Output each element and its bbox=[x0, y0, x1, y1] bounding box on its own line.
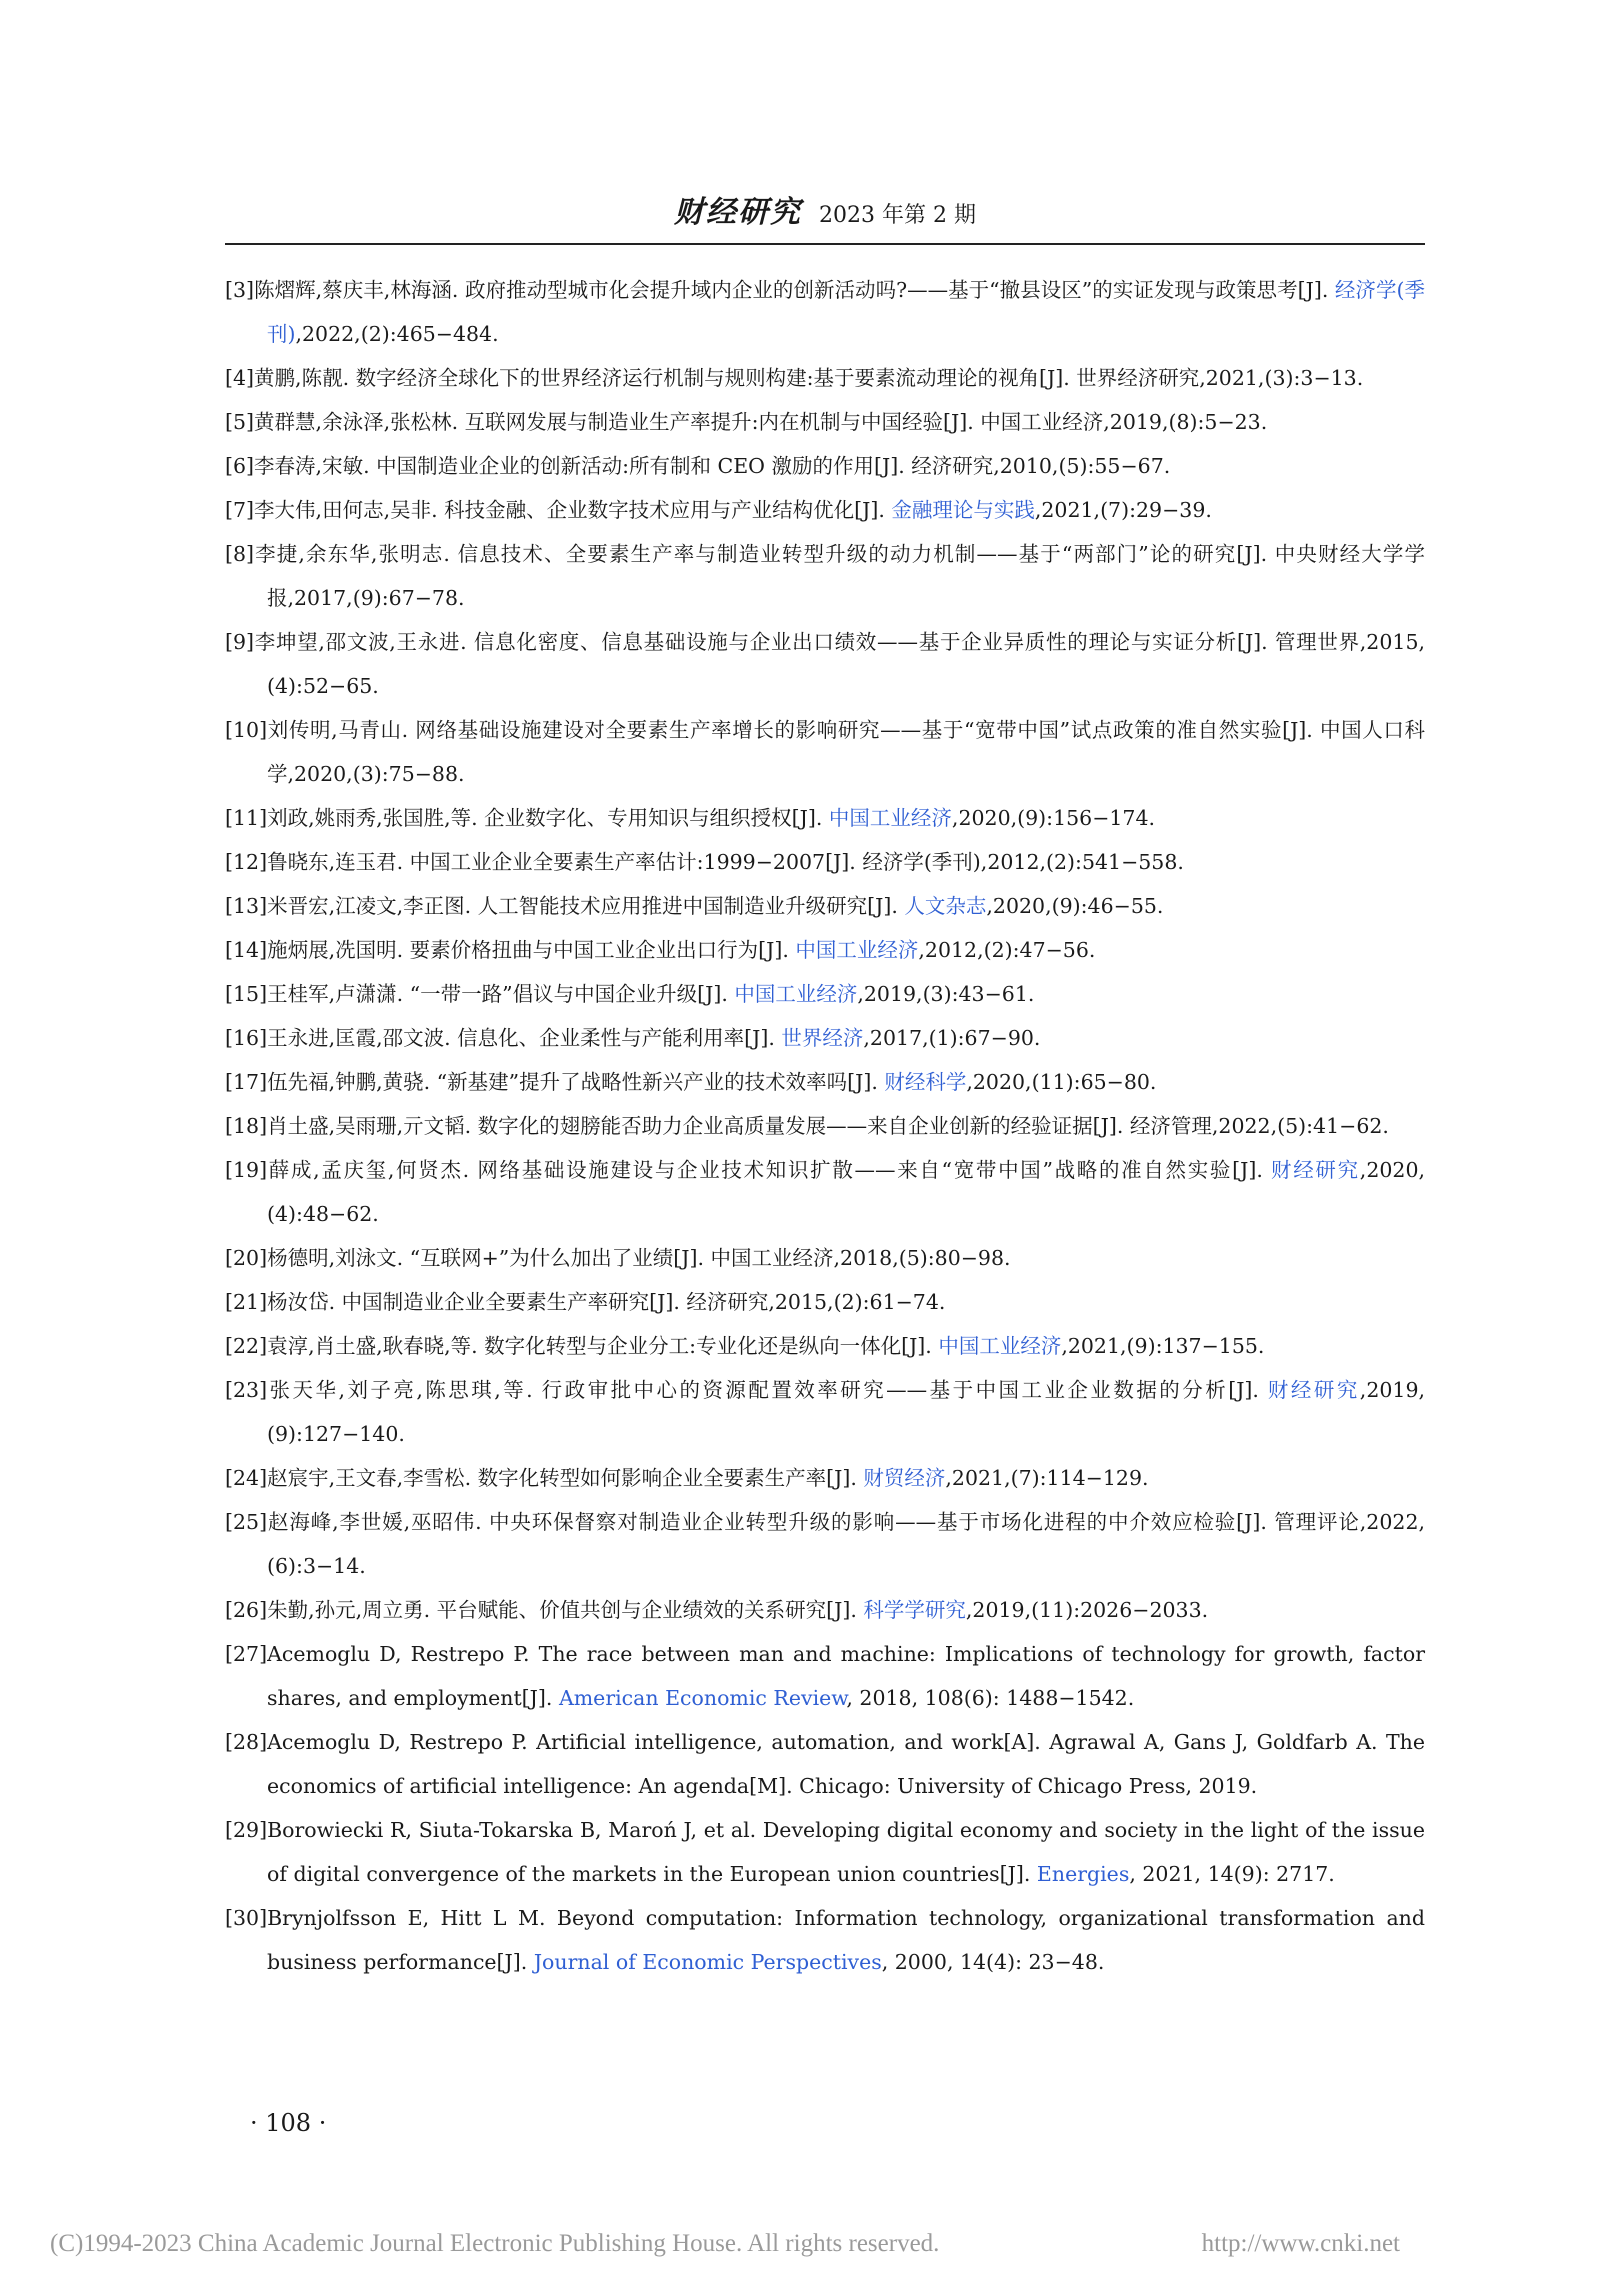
reference-number: [8] bbox=[225, 542, 255, 566]
reference-citation: ,2020,(11):65−80. bbox=[966, 1070, 1157, 1094]
reference-citation: ,2012,(2):47−56. bbox=[918, 938, 1096, 962]
reference-text: 鲁晓东,连玉君. 中国工业企业全要素生产率估计:1999−2007[J]. 经济学(季刊),2012,(2):541−558. bbox=[267, 850, 1184, 874]
reference-citation: ,2022,(2):465−484. bbox=[295, 322, 499, 346]
reference-text: 刘传明,马青山. 网络基础设施建设对全要素生产率增长的影响研究——基于“宽带中国”试点政策的准自然实验[J]. 中国人口科学,2020,(3):75−88. bbox=[267, 718, 1425, 786]
reference-citation: ,2019,(9):127−140. bbox=[267, 1378, 1426, 1446]
reference-item bbox=[225, 1720, 1425, 1808]
reference-text: 杨德明,刘泳文. “互联网+”为什么加出了业绩[J]. 中国工业经济,2018,(5):80−98. bbox=[267, 1246, 1011, 1270]
reference-text: 赵海峰,李世媛,巫昭伟. 中央环保督察对制造业企业转型升级的影响——基于市场化进程的中介效应检验[J]. 管理评论,2022,(6):3−14. bbox=[267, 1510, 1425, 1578]
reference-number: [14] bbox=[225, 938, 268, 962]
reference-citation: ,2019,(11):2026−2033. bbox=[965, 1598, 1209, 1622]
journal-link[interactable]: Journal of Economic Perspectives bbox=[533, 1950, 882, 1974]
journal-link[interactable]: Energies bbox=[1036, 1862, 1130, 1886]
reference-item bbox=[225, 796, 1425, 840]
reference-item bbox=[225, 1016, 1425, 1060]
reference-citation: , 2021, 14(9): 2717. bbox=[1129, 1862, 1335, 1886]
reference-item bbox=[225, 532, 1425, 620]
reference-item bbox=[225, 1236, 1425, 1280]
reference-number: [10] bbox=[225, 718, 268, 742]
journal-link[interactable]: 中国工业经济 bbox=[828, 806, 952, 830]
reference-item bbox=[225, 488, 1425, 532]
reference-number: [19] bbox=[225, 1158, 268, 1182]
reference-number: [27] bbox=[225, 1642, 268, 1666]
reference-number: [25] bbox=[225, 1510, 268, 1534]
reference-text: 张天华,刘子亮,陈思琪,等. 行政审批中心的资源配置效率研究——基于中国工业企业数据的分析[J]. bbox=[267, 1378, 1268, 1402]
reference-item bbox=[225, 1148, 1425, 1236]
reference-citation: ,2021,(7):29−39. bbox=[1034, 498, 1212, 522]
reference-text: 肖土盛,吴雨珊,亓文韬. 数字化的翅膀能否助力企业高质量发展——来自企业创新的经验证据[J]. 经济管理,2022,(5):41−62. bbox=[267, 1114, 1389, 1138]
reference-citation: ,2017,(1):67−90. bbox=[863, 1026, 1041, 1050]
journal-link[interactable]: 财贸经济 bbox=[863, 1466, 946, 1490]
reference-number: [3] bbox=[225, 278, 255, 302]
reference-number: [17] bbox=[225, 1070, 268, 1094]
reference-number: [13] bbox=[225, 894, 268, 918]
reference-number: [18] bbox=[225, 1114, 268, 1138]
reference-text: Borowiecki R, Siuta-Tokarska B, Maroń J, et al. Developing digital economy and society in the light of the issue of digital convergence of the markets in the European union countries[J]. bbox=[267, 1818, 1425, 1886]
reference-number: [6] bbox=[225, 454, 255, 478]
journal-link[interactable]: 人文杂志 bbox=[904, 894, 987, 918]
reference-item bbox=[225, 620, 1425, 708]
reference-number: [5] bbox=[225, 410, 255, 434]
reference-item bbox=[225, 1632, 1425, 1720]
reference-number: [29] bbox=[225, 1818, 268, 1842]
reference-item bbox=[225, 1104, 1425, 1148]
reference-item bbox=[225, 1060, 1425, 1104]
reference-item bbox=[225, 1456, 1425, 1500]
reference-number: [15] bbox=[225, 982, 268, 1006]
reference-text: 黄鹏,陈靓. 数字经济全球化下的世界经济运行机制与规则构建:基于要素流动理论的视角[J]. 世界经济研究,2021,(3):3−13. bbox=[254, 366, 1364, 390]
reference-number: [7] bbox=[225, 498, 255, 522]
reference-text: 伍先福,钟鹏,黄骁. “新基建”提升了战略性新兴产业的技术效率吗[J]. bbox=[267, 1070, 885, 1094]
page-number: · 108 · bbox=[250, 2109, 327, 2137]
reference-item bbox=[225, 1324, 1425, 1368]
reference-text: Brynjolfsson E, Hitt L M. Beyond computation: Information technology, organizational transformation and business performance[J]. bbox=[267, 1906, 1425, 1974]
reference-item bbox=[225, 1588, 1425, 1632]
reference-text: Acemoglu D, Restrepo P. Artificial intelligence, automation, and work[A]. Agrawal A, Gans J, Goldfarb A. The economics of artificial intelligence: An agenda[M]. Chicago: University of Chicago Press, 2019. bbox=[267, 1730, 1425, 1798]
reference-number: [26] bbox=[225, 1598, 268, 1622]
journal-link[interactable]: 财经研究 bbox=[1267, 1378, 1360, 1402]
reference-item bbox=[225, 708, 1425, 796]
reference-item bbox=[225, 1896, 1425, 1984]
reference-item bbox=[225, 356, 1425, 400]
reference-number: [20] bbox=[225, 1246, 268, 1270]
reference-number: [12] bbox=[225, 850, 268, 874]
journal-link[interactable]: 财经研究 bbox=[1271, 1158, 1360, 1182]
reference-item bbox=[225, 884, 1425, 928]
journal-link[interactable]: 中国工业经济 bbox=[734, 982, 858, 1006]
reference-number: [9] bbox=[225, 630, 255, 654]
reference-item bbox=[225, 972, 1425, 1016]
running-header bbox=[225, 190, 1425, 236]
reference-text: 李捷,余东华,张明志. 信息技术、全要素生产率与制造业转型升级的动力机制——基于“两部门”论的研究[J]. 中央财经大学学报,2017,(9):67−78. bbox=[254, 542, 1425, 610]
reference-number: [22] bbox=[225, 1334, 268, 1358]
reference-citation: ,2019,(3):43−61. bbox=[857, 982, 1035, 1006]
reference-citation: ,2020,(4):48−62. bbox=[267, 1158, 1426, 1226]
reference-text: 米晋宏,江凌文,李正图. 人工智能技术应用推进中国制造业升级研究[J]. bbox=[267, 894, 905, 918]
reference-list bbox=[225, 268, 1425, 1984]
reference-text: 陈熠辉,蔡庆丰,林海涵. 政府推动型城市化会提升域内企业的创新活动吗?——基于“撤县设区”的实证发现与政策思考[J]. bbox=[254, 278, 1335, 302]
reference-item bbox=[225, 268, 1425, 356]
reference-text: 袁淳,肖土盛,耿春晓,等. 数字化转型与企业分工:专业化还是纵向一体化[J]. bbox=[267, 1334, 939, 1358]
reference-text: 黄群慧,余泳泽,张松林. 互联网发展与制造业生产率提升:内在机制与中国经验[J]. 中国工业经济,2019,(8):5−23. bbox=[254, 410, 1268, 434]
copyright-text: (C)1994-2023 China Academic Journal Electronic Publishing House. All rights reserved. bbox=[50, 2230, 940, 2257]
reference-item bbox=[225, 1500, 1425, 1588]
reference-citation: ,2020,(9):156−174. bbox=[951, 806, 1156, 830]
copyright-footer bbox=[50, 2226, 1570, 2262]
journal-link[interactable]: 金融理论与实践 bbox=[891, 498, 1035, 522]
journal-link[interactable]: American Economic Review bbox=[558, 1686, 847, 1710]
footer-url: http://www.cnki.net bbox=[1201, 2230, 1400, 2257]
reference-text: 王桂军,卢潇潇. “一带一路”倡议与中国企业升级[J]. bbox=[267, 982, 735, 1006]
reference-item bbox=[225, 1368, 1425, 1456]
issue-label: 2023 年第 2 期 bbox=[819, 203, 976, 228]
reference-item bbox=[225, 444, 1425, 488]
reference-item bbox=[225, 1280, 1425, 1324]
reference-item bbox=[225, 400, 1425, 444]
reference-text: 李坤望,邵文波,王永进. 信息化密度、信息基础设施与企业出口绩效——基于企业异质性的理论与实证分析[J]. 管理世界,2015,(4):52−65. bbox=[254, 630, 1425, 698]
reference-text: 赵宸宇,王文春,李雪松. 数字化转型如何影响企业全要素生产率[J]. bbox=[267, 1466, 864, 1490]
reference-citation: ,2021,(9):137−155. bbox=[1061, 1334, 1265, 1358]
reference-item bbox=[225, 840, 1425, 884]
reference-number: [28] bbox=[225, 1730, 268, 1754]
reference-citation: ,2020,(9):46−55. bbox=[986, 894, 1164, 918]
reference-text: 朱勤,孙元,周立勇. 平台赋能、价值共创与企业绩效的关系研究[J]. bbox=[267, 1598, 864, 1622]
reference-number: [16] bbox=[225, 1026, 268, 1050]
journal-link[interactable]: 中国工业经济 bbox=[938, 1334, 1062, 1358]
header-rule bbox=[225, 243, 1425, 245]
journal-link[interactable]: 经济学(季刊) bbox=[267, 278, 1426, 346]
reference-number: [21] bbox=[225, 1290, 268, 1314]
reference-number: [23] bbox=[225, 1378, 268, 1402]
reference-number: [30] bbox=[225, 1906, 268, 1930]
reference-text: 李大伟,田何志,吴非. 科技金融、企业数字技术应用与产业结构优化[J]. bbox=[254, 498, 892, 522]
reference-text: 王永进,匡霞,邵文波. 信息化、企业柔性与产能利用率[J]. bbox=[267, 1026, 782, 1050]
journal-link[interactable]: 世界经济 bbox=[781, 1026, 864, 1050]
reference-text: Acemoglu D, Restrepo P. The race between man and machine: Implications of technology for growth, factor shares, and employment[J]. bbox=[267, 1642, 1425, 1710]
reference-number: [24] bbox=[225, 1466, 268, 1490]
reference-text: 刘政,姚雨秀,张国胜,等. 企业数字化、专用知识与组织授权[J]. bbox=[267, 806, 829, 830]
reference-item bbox=[225, 1808, 1425, 1896]
reference-citation: , 2000, 14(4): 23−48. bbox=[881, 1950, 1105, 1974]
reference-citation: ,2021,(7):114−129. bbox=[945, 1466, 1149, 1490]
reference-citation: , 2018, 108(6): 1488−1542. bbox=[846, 1686, 1135, 1710]
journal-link[interactable]: 科学学研究 bbox=[863, 1598, 966, 1622]
journal-link[interactable]: 财经科学 bbox=[884, 1070, 967, 1094]
reference-number: [11] bbox=[225, 806, 268, 830]
reference-item bbox=[225, 928, 1425, 972]
reference-number: [4] bbox=[225, 366, 255, 390]
reference-text: 薛成,孟庆玺,何贤杰. 网络基础设施建设与企业技术知识扩散——来自“宽带中国”战略的准自然实验[J]. bbox=[267, 1158, 1272, 1182]
reference-text: 施炳展,冼国明. 要素价格扭曲与中国工业企业出口行为[J]. bbox=[267, 938, 796, 962]
reference-text: 杨汝岱. 中国制造业企业全要素生产率研究[J]. 经济研究,2015,(2):61−74. bbox=[267, 1290, 946, 1314]
reference-text: 李春涛,宋敏. 中国制造业企业的创新活动:所有制和 CEO 激励的作用[J]. 经济研究,2010,(5):55−67. bbox=[254, 454, 1171, 478]
journal-title: 财经研究 bbox=[674, 195, 803, 230]
journal-link[interactable]: 中国工业经济 bbox=[795, 938, 919, 962]
